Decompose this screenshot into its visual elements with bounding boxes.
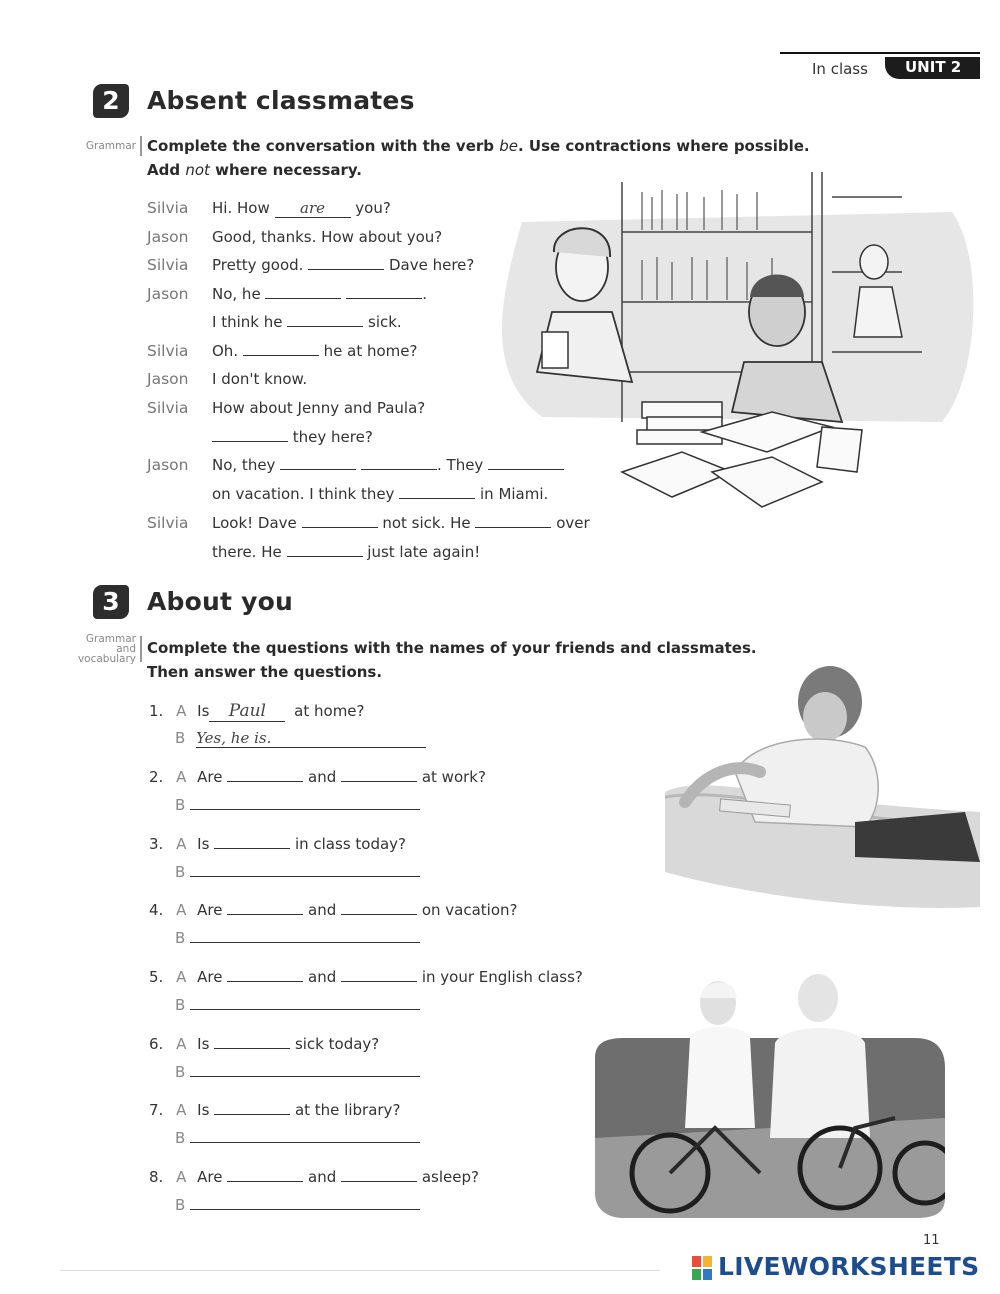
question-8-b: B bbox=[175, 1196, 420, 1214]
question-5-b: B bbox=[175, 996, 420, 1014]
question-7-a: 7. A Is at the library? bbox=[149, 1101, 401, 1119]
answer-blank[interactable] bbox=[212, 429, 288, 442]
dialogue-line: Look! Dave not sick. He over bbox=[212, 514, 590, 532]
dialogue-line: they here? bbox=[212, 428, 373, 446]
grammar-side-label: Grammar bbox=[85, 140, 136, 152]
dialogue-line: Hi. How are you? bbox=[212, 199, 391, 217]
answer-blank[interactable] bbox=[302, 515, 378, 528]
answer-blank[interactable] bbox=[308, 257, 384, 270]
side-label-bar bbox=[140, 136, 142, 156]
answer-line[interactable] bbox=[190, 1130, 420, 1143]
question-6-a: 6. A Is sick today? bbox=[149, 1035, 380, 1053]
library-illustration bbox=[482, 172, 982, 527]
speaker: Jason bbox=[147, 456, 189, 474]
answer-blank[interactable] bbox=[361, 457, 437, 470]
liveworksheets-logo-icon bbox=[692, 1256, 712, 1280]
example-answer: are bbox=[275, 199, 351, 218]
question-2-b: B bbox=[175, 796, 420, 814]
photo-man-reclining bbox=[665, 662, 980, 917]
answer-line[interactable] bbox=[190, 864, 420, 877]
speaker: Silvia bbox=[147, 199, 189, 217]
question-1-a: 1. A Is Paul at home? bbox=[149, 701, 365, 721]
answer-line[interactable] bbox=[190, 797, 420, 810]
speaker: Silvia bbox=[147, 399, 189, 417]
footer-rule bbox=[60, 1270, 660, 1271]
question-4-b: B bbox=[175, 929, 420, 947]
liveworksheets-brand: LIVEWORKSHEETS bbox=[718, 1252, 980, 1281]
question-1-b: B Yes, he is. bbox=[175, 729, 426, 748]
name-blank[interactable] bbox=[227, 902, 303, 915]
speaker: Jason bbox=[147, 285, 189, 303]
section-3-number-badge: 3 bbox=[93, 585, 129, 619]
speaker: Silvia bbox=[147, 514, 189, 532]
answer-blank[interactable] bbox=[287, 314, 363, 327]
section-3-instructions: Complete the questions with the names of your friends and classmates. Then answer the questions. bbox=[147, 639, 757, 681]
name-blank[interactable] bbox=[227, 969, 303, 982]
section-2-number-badge: 2 bbox=[93, 84, 129, 118]
dialogue-line: No, they . They bbox=[212, 456, 564, 474]
dialogue-line: How about Jenny and Paula? bbox=[212, 399, 426, 417]
dialogue-line: No, he . bbox=[212, 285, 428, 303]
section-3-title: About you bbox=[147, 587, 293, 616]
answer-blank[interactable] bbox=[265, 286, 341, 299]
dialogue-line: on vacation. I think they in Miami. bbox=[212, 485, 549, 503]
question-6-b: B bbox=[175, 1063, 420, 1081]
answer-blank[interactable] bbox=[280, 457, 356, 470]
example-name: Paul bbox=[209, 701, 285, 722]
name-blank[interactable] bbox=[341, 1169, 417, 1182]
dialogue-line: I don't know. bbox=[212, 370, 308, 388]
dialogue-line: Oh. he at home? bbox=[212, 342, 418, 360]
answer-blank[interactable] bbox=[287, 544, 363, 557]
answer-blank[interactable] bbox=[346, 286, 422, 299]
section-2-title: Absent classmates bbox=[147, 86, 415, 115]
answer-line[interactable] bbox=[190, 997, 420, 1010]
dialogue-line: Good, thanks. How about you? bbox=[212, 228, 443, 246]
question-2-a: 2. A Are and at work? bbox=[149, 768, 486, 786]
page-number: 11 bbox=[923, 1233, 940, 1248]
answer-blank[interactable] bbox=[243, 343, 319, 356]
grammar-vocabulary-side-label: Grammar and vocabulary bbox=[77, 633, 136, 665]
section-label: In class bbox=[812, 60, 868, 78]
name-blank[interactable] bbox=[227, 769, 303, 782]
question-7-b: B bbox=[175, 1129, 420, 1147]
speaker: Jason bbox=[147, 370, 189, 388]
speaker: Silvia bbox=[147, 342, 189, 360]
question-3-a: 3. A Is in class today? bbox=[149, 835, 407, 853]
name-blank[interactable] bbox=[227, 1169, 303, 1182]
answer-line[interactable] bbox=[190, 1064, 420, 1077]
side-label-bar bbox=[140, 636, 142, 662]
header-rule bbox=[780, 52, 980, 54]
speaker: Jason bbox=[147, 228, 189, 246]
answer-blank[interactable] bbox=[399, 486, 475, 499]
example-answer: Yes, he is. bbox=[196, 729, 426, 748]
question-3-b: B bbox=[175, 863, 420, 881]
dialogue-line: I think he sick. bbox=[212, 313, 402, 331]
dialogue-line: there. He just late again! bbox=[212, 543, 481, 561]
name-blank[interactable] bbox=[214, 1036, 290, 1049]
question-5-a: 5. A Are and in your English class? bbox=[149, 968, 583, 986]
unit-label: UNIT 2 bbox=[905, 58, 962, 76]
answer-line[interactable] bbox=[190, 930, 420, 943]
name-blank[interactable] bbox=[341, 902, 417, 915]
dialogue-line: Pretty good. Dave here? bbox=[212, 256, 475, 274]
name-blank[interactable] bbox=[341, 969, 417, 982]
name-blank[interactable] bbox=[214, 1102, 290, 1115]
question-8-a: 8. A Are and asleep? bbox=[149, 1168, 479, 1186]
speaker: Silvia bbox=[147, 256, 189, 274]
name-blank[interactable] bbox=[214, 836, 290, 849]
name-blank[interactable] bbox=[341, 769, 417, 782]
answer-line[interactable] bbox=[190, 1197, 420, 1210]
section-2-instructions: Complete the conversation with the verb be. Use contractions where possible. Add not where necessary. bbox=[147, 137, 810, 179]
photo-couple-bicycles bbox=[595, 968, 945, 1220]
question-4-a: 4. A Are and on vacation? bbox=[149, 901, 518, 919]
